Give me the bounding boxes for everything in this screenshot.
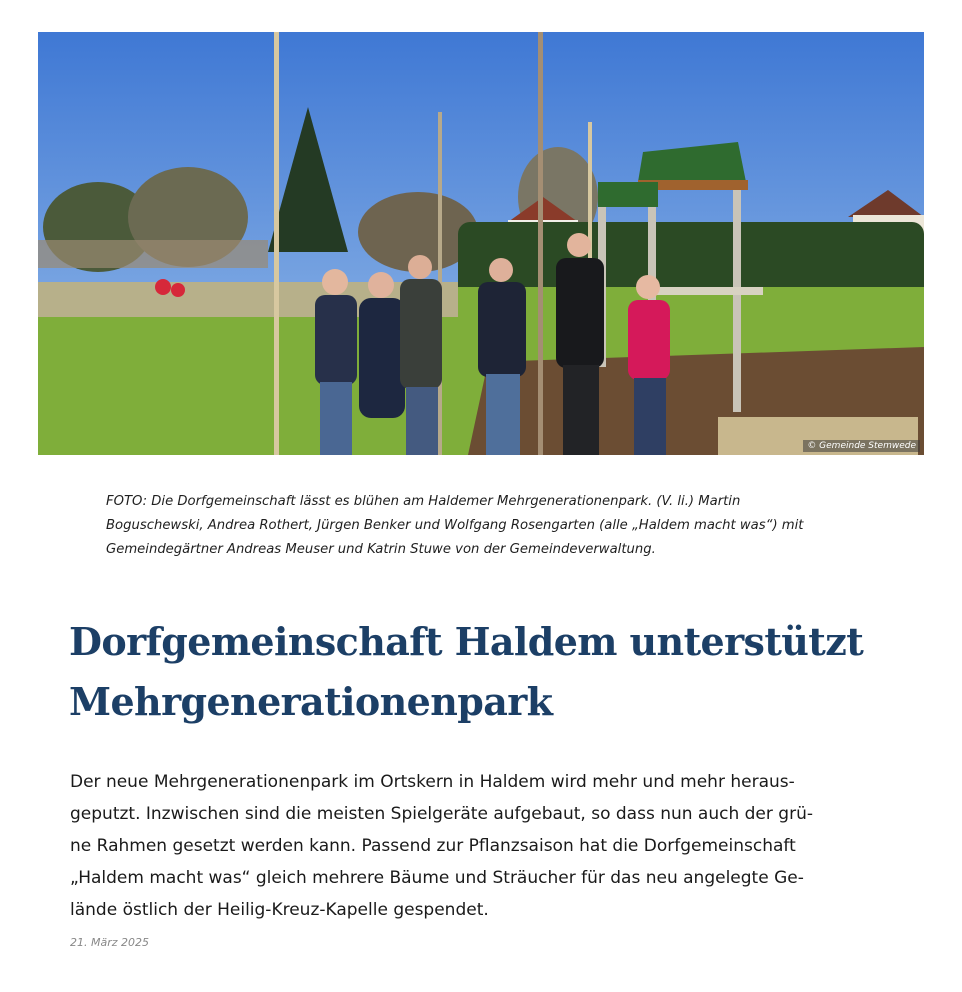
title-line: Dorfgemeinschaft Haldem unterstützt <box>69 619 864 664</box>
photo-credit: © Gemeinde Stemwede <box>803 440 920 452</box>
photo-caption <box>106 490 876 562</box>
caption-line: Gemeindegärtner Andreas Meuser und Katrin Stuwe von der Gemeindeverwaltung. <box>106 542 656 557</box>
body-line: lände östlich der Heilig-Kreuz-Kapelle gespendet. <box>70 900 489 920</box>
article-body <box>70 766 870 926</box>
title-line: Mehrgenerationenpark <box>69 679 553 724</box>
body-line: ne Rahmen gesetzt werden kann. Passend zur Pflanzsaison hat die Dorfgemeinschaft <box>70 836 796 856</box>
body-line: Der neue Mehrgenerationenpark im Ortskern in Haldem wird mehr und mehr heraus- <box>70 772 795 792</box>
body-line: geputzt. Inzwischen sind die meisten Spielgeräte aufgebaut, so dass nun auch der grü- <box>70 804 813 824</box>
caption-line: FOTO: Die Dorfgemeinschaft lässt es blühen am Haldemer Mehrgenerationenpark. (V. li.) Martin <box>106 494 741 509</box>
caption-line: Boguschewski, Andrea Rothert, Jürgen Benker und Wolfgang Rosengarten (alle „Haldem macht was“) mit <box>106 518 804 533</box>
article-title <box>69 612 929 732</box>
article-date: 21. März 2025 <box>70 936 150 949</box>
article-photo <box>38 32 924 455</box>
park-scene-image <box>38 32 924 455</box>
body-line: „Haldem macht was“ gleich mehrere Bäume und Sträucher für das neu angelegte Ge- <box>70 868 804 888</box>
